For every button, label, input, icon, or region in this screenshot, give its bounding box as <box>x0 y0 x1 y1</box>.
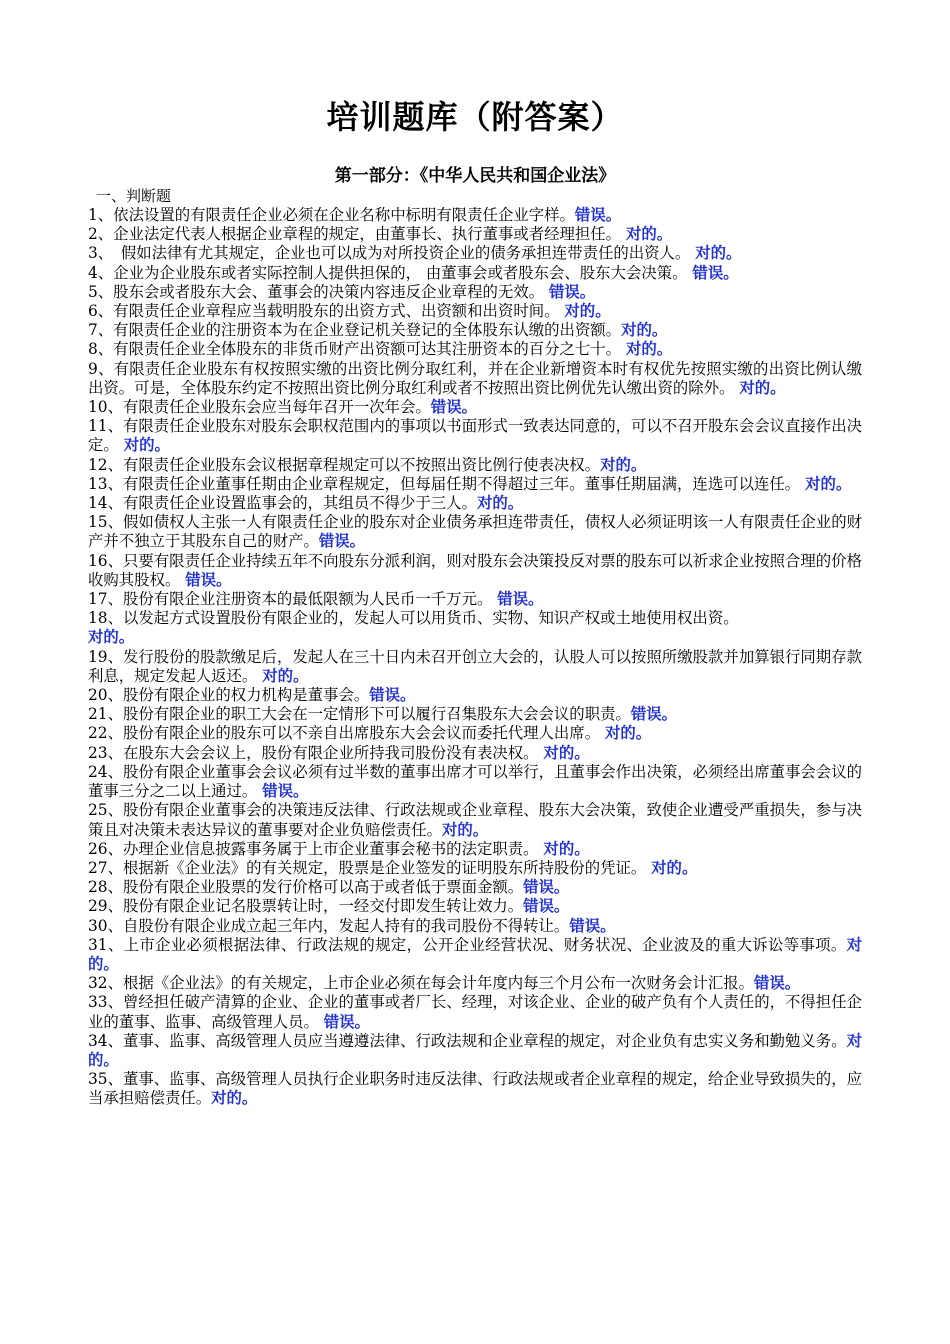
question-item <box>88 917 862 936</box>
answer-label: 对的。 <box>476 494 524 513</box>
question-item <box>88 936 862 974</box>
question-text: 20、股份有限企业的权力机构是董事会。 <box>88 686 370 705</box>
question-text: 29、股份有限企业记名股票转让时，一经交付即发生转让效力。 <box>88 897 524 916</box>
answer-label: 对的。 <box>262 666 309 685</box>
question-text: 34、董事、监事、高级管理人员应当遵遵法律、行政法规和企业章程的规定，对企业负有忠实义务和勤勉义务。 <box>88 1031 847 1050</box>
question-text: 9、有限责任企业股东有权按照实缴的出资比例分取红利，并在企业新增资本时有权优先按照实缴的出资比例认缴出资。可是，全体股东约定不按照出资比例分取红利或者不按照出资比例优先认缴出资的除外。 <box>88 359 862 397</box>
question-text: 26、办理企业信息披露事务属于上市企业董事会秘书的法定职责。 <box>88 839 544 858</box>
question-text: 11、有限责任企业股东对股东会职权范围内的事项以书面形式一致表达同意的，可以不召开股东会会议直接作出决定。 <box>88 417 862 455</box>
answer-label: 错误。 <box>323 1012 370 1031</box>
question-text: 32、根据《企业法》的有关规定，上市企业必须在每会计年度内每三个月公布一次财务会计汇报。 <box>88 974 754 993</box>
answer-label: 错误。 <box>523 897 570 916</box>
answer-label: 对的。 <box>600 455 647 474</box>
answer-label: 对的。 <box>88 628 135 647</box>
question-text: 6、有限责任企业章程应当载明股东的出资方式、出资额和出资时间。 <box>88 302 565 321</box>
question-item <box>88 264 862 283</box>
question-text: 3、 假如法律有尤其规定，企业也可以成为对所投资企业的债务承担连带责任的出资人。 <box>88 244 696 263</box>
question-item <box>88 878 862 897</box>
answer-label: 错误。 <box>185 570 232 589</box>
question-item <box>88 513 862 551</box>
answer-label: 错误。 <box>549 282 596 301</box>
question-item <box>88 705 862 724</box>
question-text: 14、有限责任企业设置监事会的，其组员不得少于三人。 <box>88 494 477 513</box>
question-item <box>88 763 862 801</box>
answer-label: 对的。 <box>625 340 673 359</box>
answer-label: 对的。 <box>621 321 668 340</box>
question-text: 35、董事、监事、高级管理人员执行企业职务时违反法律、行政法规或者企业章程的规定，给企业导致损失的，应当承担赔偿责任。 <box>88 1070 862 1108</box>
question-text: 15、假如债权人主张一人有限责任企业的股东对企业债务承担连带责任，债权人必须证明该一人有限责任企业的财产并不独立于其股东自己的财产。 <box>88 513 862 551</box>
question-text: 17、股份有限企业注册资本的最低限额为人民币一千万元。 <box>88 590 498 609</box>
answer-label: 错误。 <box>754 974 801 993</box>
answer-label: 错误。 <box>318 532 366 551</box>
answer-label: 对的。 <box>564 302 611 321</box>
answer-label: 对的。 <box>543 743 590 762</box>
question-item <box>88 206 862 225</box>
question-text: 21、股份有限企业的职工大会在一定情形下可以履行召集股东大会会议的职责。 <box>88 705 631 724</box>
answer-label: 错误。 <box>262 782 309 801</box>
question-item <box>88 590 862 609</box>
answer-label: 错误。 <box>497 590 544 609</box>
question-text: 27、根据新《企业法》的有关规定，股票是企业签发的证明股东所持股份的凭证。 <box>88 858 652 877</box>
question-item <box>88 686 862 705</box>
question-item <box>88 456 862 475</box>
question-item <box>88 744 862 763</box>
question-item <box>88 609 862 647</box>
answer-label: 对的。 <box>805 474 852 493</box>
question-item <box>88 1032 862 1070</box>
answer-label: 对的。 <box>211 1089 258 1108</box>
question-text: 12、有限责任企业股东会议根据章程规定可以不按照出资比例行使表决权。 <box>88 455 601 474</box>
question-item <box>88 398 862 417</box>
question-item <box>88 648 862 686</box>
question-text: 31、上市企业必须根据法律、行政法规的规定，公开企业经营状况、财务状况、企业波及的重大诉讼等事项。 <box>88 935 847 954</box>
answer-label: 对的。 <box>651 858 698 877</box>
question-item <box>88 840 862 859</box>
answer-label: 对的。 <box>88 1031 862 1069</box>
question-text: 24、股份有限企业董事会会议必须有过半数的董事出席才可以举行，且董事会作出决策，必须经出席董事会会议的董事三分之二以上通过。 <box>88 762 862 801</box>
answer-label: 错误。 <box>574 206 622 224</box>
question-text: 19、发行股份的股款缴足后，发起人在三十日内未召开创立大会的，认股人可以按照所缴股款并加算银行同期存款利息，规定发起人返还。 <box>88 647 862 685</box>
question-item <box>88 283 862 302</box>
question-text: 5、股东会或者股东大会、董事会的决策内容违反企业章程的无效。 <box>88 282 550 301</box>
question-item <box>88 417 862 455</box>
answer-label: 错误。 <box>630 705 678 724</box>
section-title: 一、判断题 <box>96 187 172 205</box>
question-text: 4、企业为企业股东或者实际控制人提供担保的， 由董事会或者股东会、股东大会决策。 <box>88 263 693 282</box>
question-list <box>88 206 862 1109</box>
question-item <box>88 801 862 839</box>
answer-label: 对的。 <box>442 820 489 839</box>
question-item <box>88 321 862 340</box>
question-text: 16、只要有限责任企业持续五年不向股东分派利润，则对股东会决策投反对票的股东可以祈求企业按照合理的价格收购其股权。 <box>88 551 862 589</box>
document-title: 培训题库（附答案） <box>326 98 624 136</box>
question-text: 22、股份有限企业的股东可以不亲自出席股东大会会议而委托代理人出席。 <box>88 724 605 743</box>
question-item <box>88 724 862 743</box>
question-item <box>88 360 862 398</box>
question-text: 2、企业法定代表人根据企业章程的规定，由董事长、执行董事或者经理担任。 <box>88 225 626 244</box>
question-text: 8、有限责任企业全体股东的非货币财产出资额可达其注册资本的百分之七十。 <box>88 340 626 359</box>
question-item <box>88 897 862 916</box>
answer-label: 对的。 <box>123 436 170 455</box>
answer-label: 对的。 <box>625 225 673 244</box>
answer-label: 对的。 <box>695 244 742 263</box>
question-item <box>88 225 862 244</box>
question-item <box>88 475 862 494</box>
answer-label: 对的。 <box>543 839 590 858</box>
answer-label: 错误。 <box>692 263 739 282</box>
question-text: 25、股份有限企业董事会的决策违反法律、行政法规或企业章程、股东大会决策，致使企业遭受严重损失，参与决策且对决策未表达异议的董事要对企业负赔偿责任。 <box>88 801 862 839</box>
question-text: 13、有限责任企业董事任期由企业章程规定，但每届任期不得超过三年。董事任期届满，连选可以连任。 <box>88 474 806 493</box>
question-item <box>88 993 862 1031</box>
question-item <box>88 244 862 263</box>
question-item <box>88 1070 862 1108</box>
question-text: 1、依法设置的有限责任企业必须在企业名称中标明有限责任企业字样。 <box>88 206 575 224</box>
answer-label: 错误。 <box>369 686 416 705</box>
question-text: 7、有限责任企业的注册资本为在企业登记机关登记的全体股东认缴的出资额。 <box>88 321 622 340</box>
question-item <box>88 552 862 590</box>
question-text: 10、有限责任企业股东会应当每年召开一次年会。 <box>88 398 431 417</box>
question-text: 28、股份有限企业股票的发行价格可以高于或者低于票面金额。 <box>88 878 524 897</box>
question-item <box>88 494 862 513</box>
question-text: 23、在股东大会会议上，股份有限企业所持我司股份没有表决权。 <box>88 743 544 762</box>
question-text: 33、曾经担任破产清算的企业、企业的董事或者厂长、经理，对该企业、企业的破产负有个人责任的，不得担任企业的董事、监事、高级管理人员。 <box>88 993 862 1031</box>
question-text: 30、自股份有限企业成立起三年内，发起人持有的我司股份不得转让。 <box>88 916 570 935</box>
answer-label: 错误。 <box>430 398 477 417</box>
question-item <box>88 974 862 993</box>
question-item <box>88 302 862 321</box>
question-item <box>88 340 862 359</box>
question-item <box>88 859 862 878</box>
question-text: 18、以发起方式设置股份有限企业的，发起人可以用货币、实物、知识产权或土地使用权出资。 <box>88 609 739 628</box>
answer-label: 对的。 <box>88 935 862 973</box>
answer-label: 错误。 <box>569 916 616 935</box>
answer-label: 错误。 <box>523 878 570 897</box>
answer-label: 对的。 <box>739 378 786 397</box>
part-title: 第一部分：《中华人民共和国企业法》 <box>334 166 616 186</box>
answer-label: 对的。 <box>604 724 652 743</box>
